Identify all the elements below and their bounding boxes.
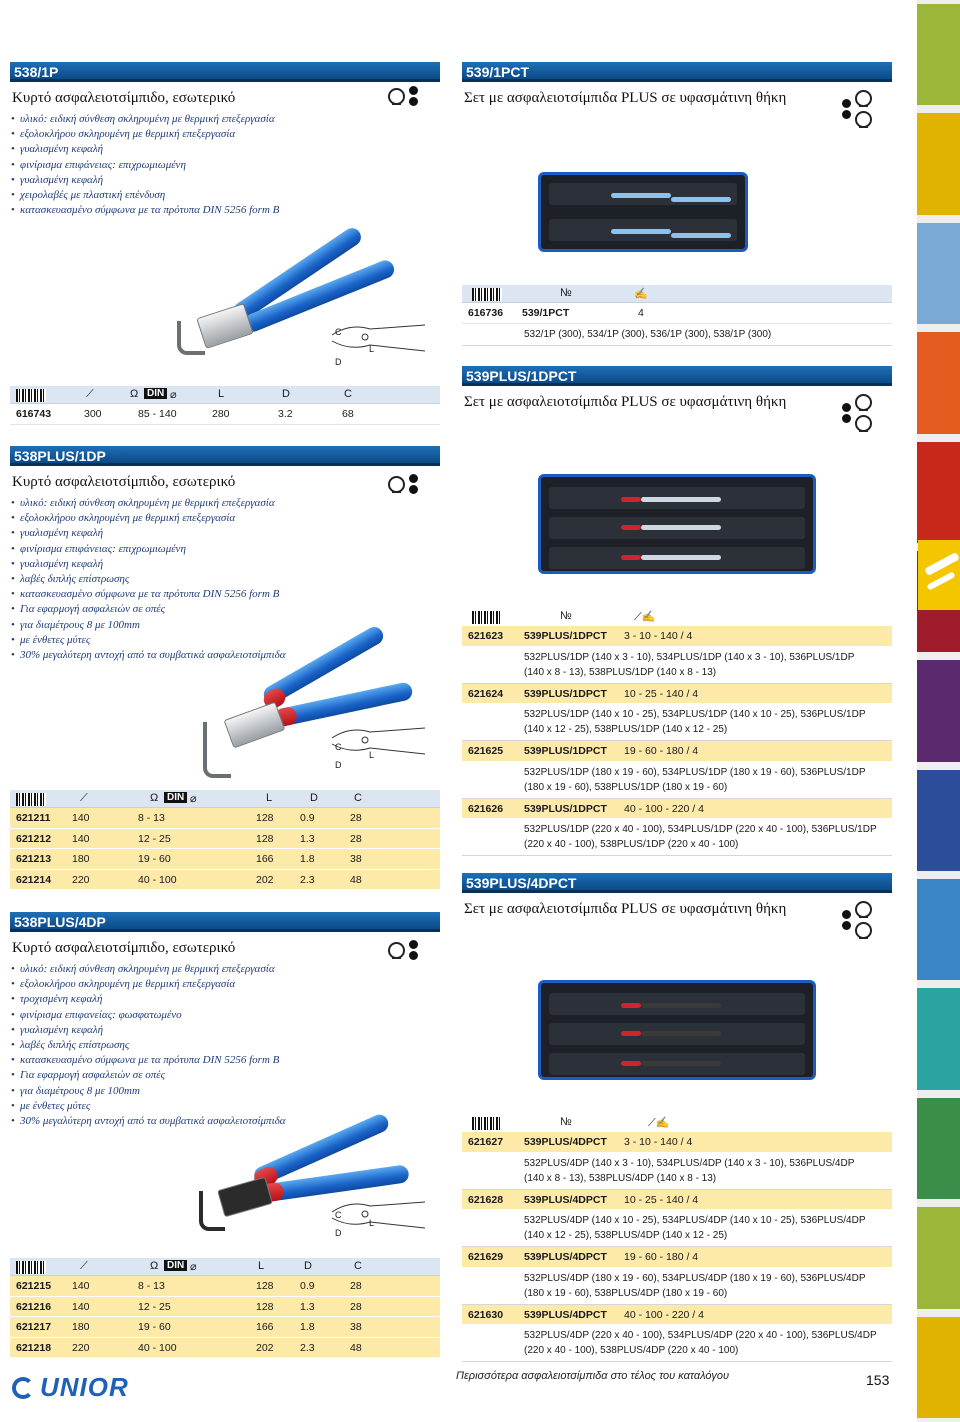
set-contents-line: (180 x 19 - 60), 538PLUS/4DP (180 x 19 - 60) <box>524 1287 728 1299</box>
circlip-icon <box>388 88 405 105</box>
table-cell: 621211 <box>16 812 51 824</box>
table-body <box>462 626 892 856</box>
table-cell: 621623 <box>468 630 504 642</box>
chapter-color-segment <box>917 1207 960 1308</box>
set-contents <box>462 647 892 684</box>
feature-item: • γυαλισμένη κεφαλή <box>10 526 440 541</box>
table-539plus-4dpct <box>462 1114 892 1362</box>
set-contents <box>462 1325 892 1362</box>
feature-item: • λαβές διπλής επίστρωσης <box>10 572 440 587</box>
length-hand-icon: ⟋✍ <box>648 1117 670 1129</box>
table-row <box>462 741 892 762</box>
hole-type-icon <box>842 403 851 423</box>
section-538plus-4dp <box>10 912 440 1129</box>
table-cell: 166 <box>256 1321 274 1333</box>
col-d: D <box>282 388 290 400</box>
table-cell: 621628 <box>468 1193 504 1206</box>
set-contents-line: 532PLUS/1DP (140 x 10 - 25), 534PLUS/1DP (140 x 10 - 25), 536PLUS/1DP <box>524 709 866 720</box>
table-cell: 28 <box>350 812 362 824</box>
feature-item: • γυαλισμένη κεφαλή <box>10 142 440 157</box>
sketch-label-d: D <box>335 357 342 367</box>
feature-item: • υλικό: ειδική σύνθεση σκληρυμένη με θερμική επεξεργασία <box>10 496 440 511</box>
table-cell: 19 - 60 - 180 / 4 <box>624 745 699 757</box>
chapter-color-segment <box>917 332 960 433</box>
table-cell: 220 <box>72 873 90 886</box>
diameter-icon: ⌀ <box>190 1261 197 1273</box>
diameter-icon: ⌀ <box>170 389 177 401</box>
length-icon: ⟋ <box>80 792 88 804</box>
table-cell: 19 - 60 - 180 / 4 <box>624 1251 699 1263</box>
table-cell: 0.9 <box>300 1280 315 1292</box>
col-no: № <box>560 1116 572 1128</box>
barcode-icon <box>472 288 502 301</box>
table-cell: 180 <box>72 1321 90 1333</box>
set-contents-line: 532PLUS/1DP (180 x 19 - 60), 534PLUS/1DP (180 x 19 - 60), 536PLUS/1DP <box>524 766 866 778</box>
set-contents-line: (140 x 12 - 25), 538PLUS/1DP (140 x 12 - 25) <box>524 724 728 735</box>
table-header <box>462 608 892 626</box>
table-row <box>10 1276 440 1297</box>
table-cell: 202 <box>256 873 274 886</box>
table-538plus-1dp <box>10 790 440 890</box>
feature-item: • φινίρισμα επιφάνειας: επιχρωμιωμένη <box>10 158 440 173</box>
diameter-icon: ⌀ <box>190 793 197 805</box>
table-row <box>462 799 892 820</box>
sketch-label-l: L <box>369 750 375 760</box>
barcode-icon <box>472 1117 502 1130</box>
table-cell: 8 - 13 <box>138 812 165 824</box>
circlip-icon <box>855 111 872 128</box>
page-number: 153 <box>866 1372 890 1388</box>
set-contents: 532/1P (300), 534/1P (300), 536/1P (300), 538/1P (300) <box>462 324 892 346</box>
dimension-sketch <box>330 1192 430 1242</box>
section-539plus-4dpct <box>462 873 892 919</box>
feature-item: • υλικό: ειδική σύνθεση σκληρυμένη με θερμική επεξεργασία <box>10 112 440 127</box>
circlip-icon <box>855 90 872 107</box>
table-header <box>10 790 440 808</box>
table-cell: 220 <box>72 1341 90 1354</box>
table-cell: 38 <box>350 1321 362 1333</box>
col-c: C <box>344 388 352 400</box>
length-icon: ⟋ <box>80 1260 88 1272</box>
table-header <box>10 386 440 404</box>
barcode-icon <box>16 389 46 402</box>
table-row <box>10 1317 440 1338</box>
chapter-color-segment <box>917 113 960 214</box>
feature-item: • φινίρισμα επιφάνειας: επιχρωμιωμένη <box>10 542 440 557</box>
hole-type-icon <box>842 99 851 119</box>
feature-item: • κατασκευασμένο σύμφωνα με τα πρότυπα DIN 5256 form B <box>10 1053 440 1068</box>
hole-type-icon <box>409 86 418 106</box>
set-contents <box>462 1153 892 1190</box>
table-cell: 48 <box>350 1341 362 1354</box>
circlip-icon <box>855 415 872 432</box>
section-title: Κυρτό ασφαλειοτσίμπιδο, εσωτερικό <box>12 940 236 956</box>
sketch-label-d: D <box>335 760 342 770</box>
table-cell: 28 <box>350 832 362 845</box>
circlip-icon <box>855 901 872 918</box>
table-cell: 40 - 100 <box>138 1341 177 1354</box>
chapter-color-segment <box>917 1098 960 1199</box>
set-contents <box>462 1268 892 1305</box>
table-cell: 621214 <box>16 873 52 886</box>
col-no: № <box>560 287 572 299</box>
col-d: D <box>310 792 318 804</box>
sketch-label-c: C <box>335 742 342 752</box>
chapter-color-segment <box>917 1317 960 1418</box>
set-contents <box>462 819 892 856</box>
table-cell: 1.3 <box>300 832 315 845</box>
section-title: Κυρτό ασφαλειοτσίμπιδο, εσωτερικό <box>12 90 236 106</box>
table-body <box>10 1276 440 1358</box>
circlip-icon <box>855 922 872 939</box>
table-cell: 1.8 <box>300 853 315 865</box>
table-cell: 10 - 25 - 140 / 4 <box>624 1193 699 1206</box>
dimension-sketch <box>330 718 430 768</box>
din-badge: DIN <box>164 1260 187 1271</box>
sketch-label-c: C <box>335 327 342 337</box>
tool-case-539plus-4dpct-image <box>538 980 816 1080</box>
table-539plus-1dpct <box>462 608 892 856</box>
section-code: 539PLUS/1DPCT <box>462 366 892 386</box>
table-header <box>462 1114 892 1132</box>
feature-item: • εξολοκλήρου σκληρυμένη με θερμική επεξεργασία <box>10 511 440 526</box>
feature-item: • γυαλισμένη κεφαλή <box>10 173 440 188</box>
section-title: Κυρτό ασφαλειοτσίμπιδο, εσωτερικό <box>12 474 236 490</box>
table-cell: 128 <box>256 812 274 824</box>
icon-group <box>842 90 872 128</box>
table-header <box>10 1258 440 1276</box>
unior-logo-icon <box>12 1377 34 1399</box>
col-l: L <box>258 1260 265 1272</box>
col-c: C <box>354 1260 362 1272</box>
hole-type-icon <box>842 910 851 930</box>
table-row <box>462 1247 892 1268</box>
feature-item: • Για εφαρμογή ασφαλειών σε οπές <box>10 602 440 617</box>
section-code: 539/1PCT <box>462 62 892 82</box>
circlip-icon <box>388 476 405 493</box>
section-539plus-1dpct <box>462 366 892 412</box>
chapter-tab-pliers-icon <box>918 540 960 610</box>
feature-item: • 30% μεγαλύτερη αντοχή από τα συμβατικά ασφαλειοτσίμπιδα <box>10 648 440 663</box>
hole-type-icon <box>409 940 418 960</box>
table-cell: 3 - 10 - 140 / 4 <box>624 1136 693 1148</box>
sketch-label-l: L <box>369 344 375 354</box>
footer-note: Περισσότερα ασφαλειοτσίμπιδα στο τέλος του καταλόγου <box>456 1370 729 1382</box>
feature-item: • υλικό: ειδική σύνθεση σκληρυμένη με θερμική επεξεργασία <box>10 962 440 977</box>
table-cell: 621627 <box>468 1136 504 1148</box>
table-cell: 40 - 100 <box>138 873 177 886</box>
sketch-label-d: D <box>335 1228 342 1238</box>
table-cell: 40 - 100 - 220 / 4 <box>624 1308 704 1321</box>
sketch-label-l: L <box>369 1218 375 1228</box>
set-contents-line: (140 x 12 - 25), 538PLUS/4DP (140 x 12 - 25) <box>524 1230 728 1241</box>
set-contents-line: 532PLUS/4DP (140 x 3 - 10), 534PLUS/4DP (140 x 3 - 10), 536PLUS/4DP <box>524 1157 855 1169</box>
feature-list <box>10 962 440 1129</box>
sketch-label-c: C <box>335 1210 342 1220</box>
section-code: 539PLUS/4DPCT <box>462 873 892 893</box>
circlip-icon: Ω <box>150 1260 159 1272</box>
feature-item: • λαβές διπλής επίστρωσης <box>10 1038 440 1053</box>
circlip-icon: Ω <box>130 388 139 400</box>
table-cell: 539PLUS/1DPCT <box>524 802 607 815</box>
table-cell: 19 - 60 <box>138 1321 171 1333</box>
table-cell: 12 - 25 <box>138 1300 171 1313</box>
set-contents-line: (220 x 40 - 100), 538PLUS/1DP (220 x 40 - 100) <box>524 839 739 850</box>
table-cell: 2.3 <box>300 1341 315 1354</box>
icon-group <box>842 394 872 432</box>
set-contents-line: (220 x 40 - 100), 538PLUS/4DP (220 x 40 - 100) <box>524 1345 739 1356</box>
tool-case-539-1pct-image <box>538 172 748 252</box>
section-code: 538PLUS/1DP <box>10 446 440 466</box>
table-cell: 539PLUS/4DPCT <box>524 1308 607 1321</box>
set-contents-line: (180 x 19 - 60), 538PLUS/1DP (180 x 19 - 60) <box>524 781 728 793</box>
table-cell: 1.8 <box>300 1321 315 1333</box>
table-row <box>10 829 440 850</box>
circlip-icon: Ω <box>150 792 159 804</box>
table-row: 616743 300 85 - 140 280 3.2 68 <box>10 404 440 425</box>
feature-item: • εξολοκλήρου σκληρυμένη με θερμική επεξεργασία <box>10 977 440 992</box>
chapter-color-segment <box>917 988 960 1089</box>
feature-item: • εξολοκλήρου σκληρυμένη με θερμική επεξεργασία <box>10 127 440 142</box>
col-l: L <box>218 388 225 400</box>
table-cell: 621626 <box>468 802 504 815</box>
section-code: 538PLUS/4DP <box>10 912 440 932</box>
set-contents-line: 532PLUS/4DP (220 x 40 - 100), 534PLUS/4DP (220 x 40 - 100), 536PLUS/4DP <box>524 1330 877 1341</box>
table-row <box>10 1297 440 1318</box>
feature-item: • γυαλισμένη κεφαλή <box>10 1023 440 1038</box>
barcode-icon <box>16 1261 46 1274</box>
table-cell: 140 <box>72 812 90 824</box>
table-row: 616736 539/1PCT 4 <box>462 303 892 324</box>
table-body <box>462 1132 892 1362</box>
circlip-icon <box>855 394 872 411</box>
feature-item: • κατασκευασμένο σύμφωνα με τα πρότυπα DIN 5256 form B <box>10 587 440 602</box>
feature-item: • γυαλισμένη κεφαλή <box>10 557 440 572</box>
chapter-color-segment <box>917 442 960 543</box>
set-contents-line: 532PLUS/1DP (220 x 40 - 100), 534PLUS/1DP (220 x 40 - 100), 536PLUS/1DP <box>524 824 877 835</box>
chapter-color-segment <box>917 660 960 761</box>
feature-item: • φινίρισμα επιφανείας: φωσφατωμένο <box>10 1008 440 1023</box>
table-cell: 38 <box>350 853 362 865</box>
table-cell: 621216 <box>16 1300 52 1313</box>
set-contents-line: 532PLUS/4DP (140 x 10 - 25), 534PLUS/4DP (140 x 10 - 25), 536PLUS/4DP <box>524 1215 866 1226</box>
icon-group <box>388 940 418 960</box>
feature-item: • τροχισμένη κεφαλή <box>10 992 440 1007</box>
feature-item: • κατασκευασμένο σύμφωνα με τα πρότυπα DIN 5256 form B <box>10 203 440 218</box>
table-cell: 140 <box>72 1280 90 1292</box>
table-header <box>462 285 892 303</box>
table-538plus-4dp <box>10 1258 440 1358</box>
set-contents-line: (140 x 8 - 13), 538PLUS/1DP (140 x 8 - 13) <box>524 666 717 678</box>
table-row <box>10 849 440 870</box>
table-row <box>462 1190 892 1211</box>
table-row <box>462 626 892 647</box>
table-cell: 128 <box>256 1300 274 1313</box>
table-cell: 621624 <box>468 687 504 700</box>
table-cell: 180 <box>72 853 90 865</box>
chapter-color-segment <box>917 879 960 980</box>
table-cell: 539PLUS/4DPCT <box>524 1136 607 1148</box>
table-cell: 128 <box>256 1280 274 1292</box>
section-539-1pct <box>462 62 892 108</box>
table-cell: 621625 <box>468 745 504 757</box>
section-title: Σετ με ασφαλειοτσίμπιδα PLUS σε υφασμάτινη θήκη <box>464 394 787 410</box>
hole-type-icon <box>409 474 418 494</box>
table-cell: 539PLUS/1DPCT <box>524 687 607 700</box>
table-row <box>10 1338 440 1359</box>
section-title: Σετ με ασφαλειοτσίμπιδα PLUS σε υφασμάτινη θήκη <box>464 90 787 106</box>
table-cell: 621215 <box>16 1280 52 1292</box>
feature-item: • για διαμέτρους 8 με 100mm <box>10 1084 440 1099</box>
table-cell: 1.3 <box>300 1300 315 1313</box>
table-cell: 621629 <box>468 1251 504 1263</box>
table-row <box>10 870 440 891</box>
feature-item: • με ένθετες μύτες <box>10 1099 440 1114</box>
feature-item: • Για εφαρμογή ασφαλειών σε οπές <box>10 1068 440 1083</box>
hand-icon: ✍ <box>634 288 648 300</box>
table-cell: 128 <box>256 832 274 845</box>
table-cell: 539PLUS/4DPCT <box>524 1251 607 1263</box>
table-row <box>462 1305 892 1326</box>
barcode-icon <box>16 793 46 806</box>
table-cell: 539PLUS/1DPCT <box>524 630 607 642</box>
chapter-color-segment <box>917 770 960 871</box>
section-538-1p <box>10 62 440 218</box>
icon-group <box>842 901 872 939</box>
set-contents-line: 532PLUS/4DP (180 x 19 - 60), 534PLUS/4DP (180 x 19 - 60), 536PLUS/4DP <box>524 1272 866 1284</box>
table-cell: 3 - 10 - 140 / 4 <box>624 630 693 642</box>
table-cell: 621630 <box>468 1308 504 1321</box>
barcode-icon <box>472 611 502 624</box>
dimension-sketch <box>330 315 430 365</box>
feature-list <box>10 112 440 218</box>
set-contents <box>462 1210 892 1247</box>
col-d: D <box>304 1260 312 1272</box>
col-c: C <box>354 792 362 804</box>
section-code: 538/1P <box>10 62 440 82</box>
table-538-1p <box>10 386 440 425</box>
set-contents <box>462 762 892 799</box>
table-row <box>462 684 892 705</box>
circlip-icon <box>388 942 405 959</box>
table-cell: 202 <box>256 1341 274 1354</box>
unior-logo <box>12 1372 129 1403</box>
chapter-color-strip <box>917 0 960 1422</box>
table-cell: 621213 <box>16 853 52 865</box>
col-l: L <box>266 792 273 804</box>
feature-item: • με ένθετες μύτες <box>10 633 440 648</box>
table-cell: 539PLUS/1DPCT <box>524 745 607 757</box>
feature-item: • για διαμέτρους 8 με 100mm <box>10 618 440 633</box>
chapter-color-segment <box>917 4 960 105</box>
section-title: Σετ με ασφαλειοτσίμπιδα PLUS σε υφασμάτινη θήκη <box>464 901 787 917</box>
set-contents <box>462 704 892 741</box>
table-cell: 12 - 25 <box>138 832 171 845</box>
chapter-color-segment <box>917 223 960 324</box>
table-cell: 48 <box>350 873 362 886</box>
icon-group <box>388 86 418 106</box>
feature-item: • χειρολαβές με πλαστική επένδυση <box>10 188 440 203</box>
din-badge: DIN <box>164 792 187 803</box>
table-cell: 166 <box>256 853 274 865</box>
feature-item: • 30% μεγαλύτερη αντοχή από τα συμβατικά ασφαλειοτσίμπιδα <box>10 1114 440 1129</box>
length-hand-icon: ⟋✍ <box>634 611 656 623</box>
table-cell: 621218 <box>16 1341 52 1354</box>
table-cell: 140 <box>72 832 90 845</box>
table-row <box>462 1132 892 1153</box>
table-cell: 0.9 <box>300 812 315 824</box>
col-no: № <box>560 610 572 622</box>
table-cell: 8 - 13 <box>138 1280 165 1292</box>
set-contents-line: (140 x 8 - 13), 538PLUS/4DP (140 x 8 - 13) <box>524 1172 717 1184</box>
table-cell: 10 - 25 - 140 / 4 <box>624 687 699 700</box>
table-cell: 28 <box>350 1280 362 1292</box>
set-contents-line: 532PLUS/1DP (140 x 3 - 10), 534PLUS/1DP (140 x 3 - 10), 536PLUS/1DP <box>524 651 855 663</box>
table-cell: 140 <box>72 1300 90 1313</box>
table-cell: 539PLUS/4DPCT <box>524 1193 607 1206</box>
table-cell: 2.3 <box>300 873 315 886</box>
table-cell: 19 - 60 <box>138 853 171 865</box>
icon-group <box>388 474 418 494</box>
table-cell: 621212 <box>16 832 52 845</box>
tool-case-539plus-1dpct-image <box>538 474 816 574</box>
table-body <box>10 808 440 890</box>
brand-name: UNIOR <box>40 1372 129 1402</box>
table-cell: 40 - 100 - 220 / 4 <box>624 802 704 815</box>
length-icon: ⟋ <box>86 388 94 400</box>
table-cell: 28 <box>350 1300 362 1313</box>
din-badge: DIN <box>144 388 167 399</box>
table-row <box>10 808 440 829</box>
table-cell: 621217 <box>16 1321 52 1333</box>
table-539-1pct <box>462 285 892 346</box>
